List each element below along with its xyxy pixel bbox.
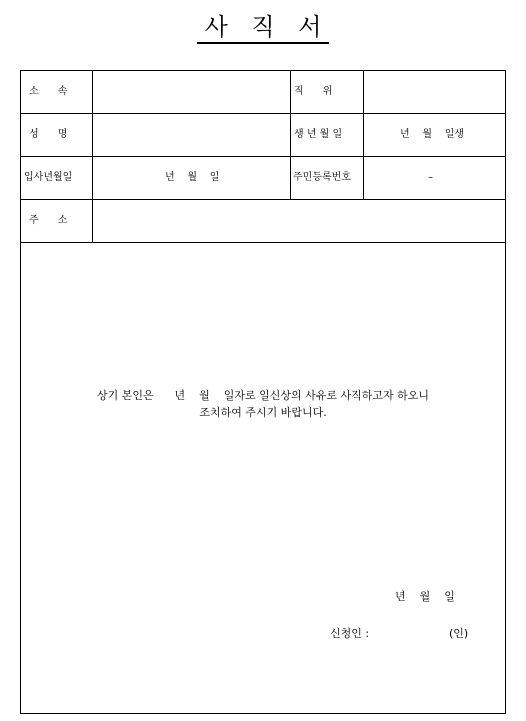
row-divider-4 bbox=[20, 242, 506, 243]
hire-date-label: 입사년월일 bbox=[24, 172, 73, 183]
seal-label: (인) bbox=[449, 627, 469, 640]
hire-date-value[interactable]: 년 월 일 bbox=[165, 172, 220, 183]
birth-value[interactable]: 년 월 일생 bbox=[400, 129, 465, 140]
affiliation-field[interactable] bbox=[93, 71, 290, 113]
resident-number-value[interactable]: – bbox=[428, 172, 433, 183]
address-label: 주 소 bbox=[29, 215, 68, 226]
affiliation-label: 소 속 bbox=[29, 86, 68, 97]
name-label: 성 명 bbox=[29, 129, 68, 140]
address-field[interactable] bbox=[93, 200, 505, 242]
title-text: 사 직 서 bbox=[204, 13, 330, 41]
signature-date[interactable]: 년 월 일 bbox=[395, 590, 455, 603]
page-title bbox=[0, 12, 526, 42]
name-field[interactable] bbox=[93, 114, 290, 156]
position-label: 직 위 bbox=[294, 86, 333, 97]
position-field[interactable] bbox=[364, 71, 505, 113]
applicant-label: 신청인 : bbox=[330, 627, 370, 640]
col-divider-2 bbox=[290, 70, 291, 199]
statement-line-1: 상기 본인은 년 월 일자로 일신상의 사유로 사직하고자 하오니 bbox=[96, 389, 430, 402]
resident-number-label: 주민등록번호 bbox=[293, 172, 351, 183]
birth-label: 생 년 월 일 bbox=[294, 129, 343, 140]
applicant-name-field[interactable] bbox=[380, 624, 445, 642]
title-underline bbox=[197, 42, 329, 44]
statement-line-2: 조치하여 주시기 바랍니다. bbox=[199, 406, 327, 419]
